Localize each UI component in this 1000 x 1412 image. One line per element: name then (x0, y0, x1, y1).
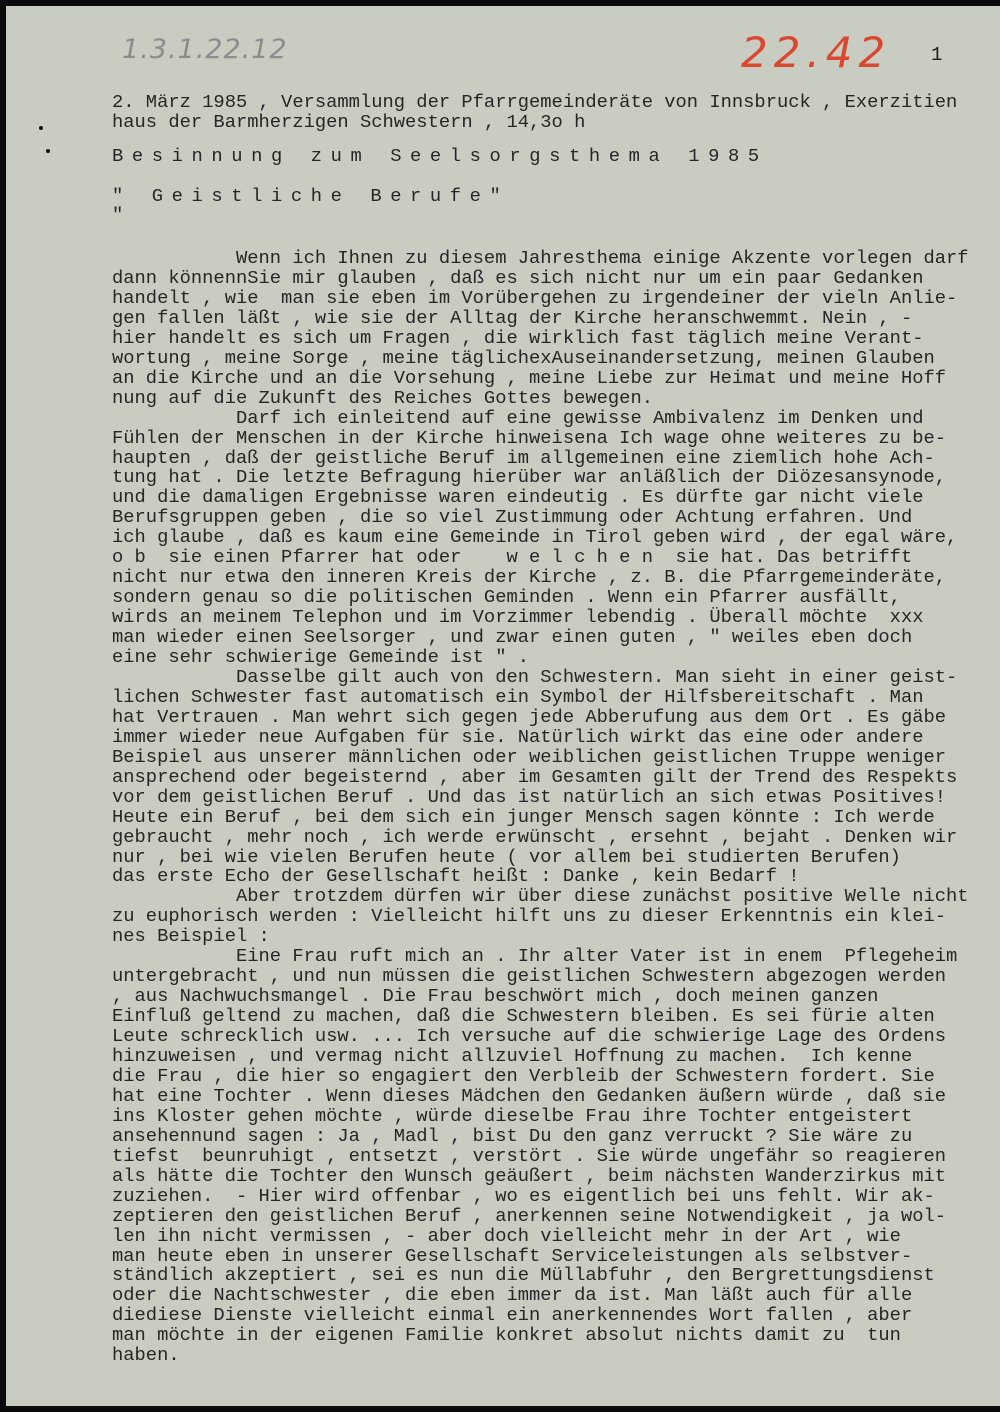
body-line: oder die Nachtschwester , die eben immer da ist. Man läßt auch für alle (112, 1284, 913, 1307)
page-title: Besinnung zum Seelsorgsthema 1985 (112, 145, 768, 167)
body-line: man wieder einen Seelsorger , und zwar einen guten , " weiles eben doch (112, 626, 913, 649)
body-line: ständlich akzeptiert , sei es nun die Müllabfuhr , den Bergrettungsdienst (112, 1264, 935, 1287)
body-line: hier handelt es sich um Fragen , die wirklich fast täglich meine Verant- (112, 326, 924, 349)
body-line: tiefst beunruhigt , entsetzt , verstört . Sie würde ungefähr so reagieren (112, 1144, 947, 1167)
header-line: haus der Barmherzigen Schwestern , 14,3o h (112, 111, 586, 133)
body-line: Berufsgruppen geben , die so viel Zustimmung oder Achtung erfahren. Und (112, 506, 913, 529)
punch-mark (46, 149, 50, 153)
body-line: und die damaligen Ergebnisse waren eindeutig . Es dürfte gar nicht viele (112, 486, 924, 509)
body-line: hinzuweisen , und vermag nicht allzuviel Hoffnung zu machen. Ich kenne (112, 1045, 913, 1067)
body-line: Fühlen der Menschen in der Kirche hinweisena Ich wage ohne weiteres zu be- (112, 426, 947, 449)
body-line: Dasselbe gilt auch von den Schwestern. Man sieht in einer geist- (112, 665, 958, 688)
body-line: Wenn ich Ihnen zu diesem Jahresthema einige Akzente vorlegen darf (112, 247, 969, 269)
body-line: Eine Frau ruft mich an . Ihr alter Vater ist in enem Pflegeheim (112, 945, 958, 968)
body-line: diediese Dienste vielleicht einmal ein anerkennendes Wort fallen , aber (112, 1304, 913, 1327)
body-line: tung hat . Die letzte Befragung hierüber war anläßlich der Diözesansynode, (112, 466, 947, 489)
body-line: untergebracht , und nun müssen die geistlichen Schwestern abgezogen werden (112, 965, 947, 988)
body-line: wortung , meine Sorge , meine täglichexAuseinandersetzung, meinen Glauben (112, 346, 935, 369)
body-line: o b sie einen Pfarrer hat oder w e l c h e n sie hat. Das betrifft (112, 546, 913, 569)
body-line: hat eine Tochter . Wenn dieses Mädchen den Gedanken äußern würde , daß sie (112, 1084, 947, 1107)
body-line: als hätte die Tochter den Wunsch geäußert , beim nächsten Wanderzirkus mit (112, 1164, 947, 1187)
page-number: 1 (931, 44, 943, 66)
body-line: hat Vertrauen . Man wehrt sich gegen jede Abberufung aus dem Ort . Es gäbe (112, 705, 947, 728)
header-line: 2. März 1985 , Versammlung der Pfarrgemeinderäte von Innsbruck , Exerzitien (112, 91, 958, 113)
body-line: vor dem geistlichen Beruf . Und das ist natürlich an sich etwas Positives! (112, 785, 947, 808)
body-line: Einfluß geltend zu machen, daß die Schwestern bleiben. Es sei fürie alten (112, 1005, 935, 1028)
page-subtitle: " Geistliche Berufe" (112, 185, 510, 207)
body-line: Heute ein Beruf , bei dem sich ein junger Mensch sagen könnte : Ich werde (112, 805, 935, 828)
body-line: gen fallen läßt , wie sie der Alltag der Kirche heranschwemmt. Nein , - (112, 306, 913, 329)
body-line: man heute eben in unserer Gesellschaft Serviceleistungen als selbstver- (112, 1244, 913, 1267)
body-line: zeptieren den geistlichen Beruf , anerkennen seine Notwendigkeit , ja wol- (112, 1204, 947, 1227)
body-line: haupten , daß der geistliche Beruf im allgemeinen eine ziemlich hohe Ach- (112, 446, 935, 469)
body-line: das erste Echo der Gesellschaft heißt : Danke , kein Bedarf ! (112, 865, 800, 888)
body-line: zu euphorisch werden : Vielleicht hilft uns zu dieser Erkenntnis ein klei- (112, 905, 947, 928)
body-line: lichen Schwester fast automatisch ein Symbol der Hilfsbereitschaft . Man (112, 685, 924, 708)
body-line: gebraucht , mehr noch , ich werde erwünscht , ersehnt , bejaht . Denken wir (112, 825, 958, 848)
subtitle-quote-mark: " (112, 204, 124, 226)
body-line: sondern genau so die politischen Geminden . Wenn ein Pfarrer ausfällt, (112, 586, 901, 609)
document-page (6, 6, 1000, 1406)
body-line: zuziehen. - Hier wird offenbar , wo es eigentlich bei uns fehlt. Wir ak- (112, 1184, 935, 1207)
body-line: nes Beispiel : (112, 925, 270, 948)
body-line: dann könnennSie mir glauben , daß es sich nicht nur um ein paar Gedanken (112, 266, 924, 289)
body-line: wirds an meinem Telephon und im Vorzimmer lebendig . Überall möchte xxx (112, 606, 924, 629)
body-line: ansehennund sagen : Ja , Madl , bist Du den ganz verruckt ? Sie wäre zu (112, 1124, 913, 1147)
body-line: haben. (112, 1344, 180, 1367)
body-line: ich glaube , daß es kaum eine Gemeinde in Tirol geben wird , der egal wäre, (112, 526, 958, 549)
body-line: handelt , wie man sie eben im Vorübergehen zu irgendeiner der vieln Anlie- (112, 286, 958, 309)
body-line: man möchte in der eigenen Familie konkret absolut nichts damit zu tun (112, 1324, 901, 1347)
body-line: len ihn nicht vermissen , - aber doch vielleicht mehr in der Art , wie (112, 1224, 901, 1247)
body-line: , aus Nachwuchsmangel . Die Frau beschwört mich , doch meinen ganzen (112, 985, 879, 1008)
body-line: nung auf die Zukunft des Reiches Gottes bewegen. (112, 386, 653, 409)
body-line: die Frau , die hier so engagiert den Verbleib der Schwestern fordert. Sie (112, 1064, 935, 1087)
body-line: Leute schrecklich usw. ... Ich versuche auf die schwierige Lage des Ordens (112, 1025, 947, 1048)
archive-reference: 1.3.1.22.12 (122, 34, 288, 65)
body-line: Aber trotzdem dürfen wir über diese zunächst positive Welle nicht (112, 885, 969, 908)
punch-mark (39, 126, 43, 130)
body-line: Darf ich einleitend auf eine gewisse Ambivalenz im Denken und (112, 406, 924, 429)
body-line: ins Kloster gehen möchte , würde dieselbe Frau ihre Tochter entgeistert (112, 1104, 913, 1127)
folio-number: 22.42 (741, 28, 892, 77)
body-line: Beispiel aus unserer männlichen oder weiblichen geistlichen Truppe weniger (112, 745, 947, 768)
body-line: immer wieder neue Aufgaben für sie. Natürlich wirkt das eine oder andere (112, 725, 924, 748)
body-line: nicht nur etwa den inneren Kreis der Kirche , z. B. die Pfarrgemeinderäte, (112, 566, 947, 589)
body-line: nur , bei wie vielen Berufen heute ( vor allem bei studierten Berufen) (112, 845, 901, 868)
body-line: eine sehr schwierige Gemeinde ist " . (112, 646, 530, 668)
body-line: an die Kirche und an die Vorsehung , meine Liebe zur Heimat und meine Hoff (112, 366, 947, 389)
body-line: ansprechend oder begeisternd , aber im Gesamten gilt der Trend des Respekts (112, 765, 958, 788)
